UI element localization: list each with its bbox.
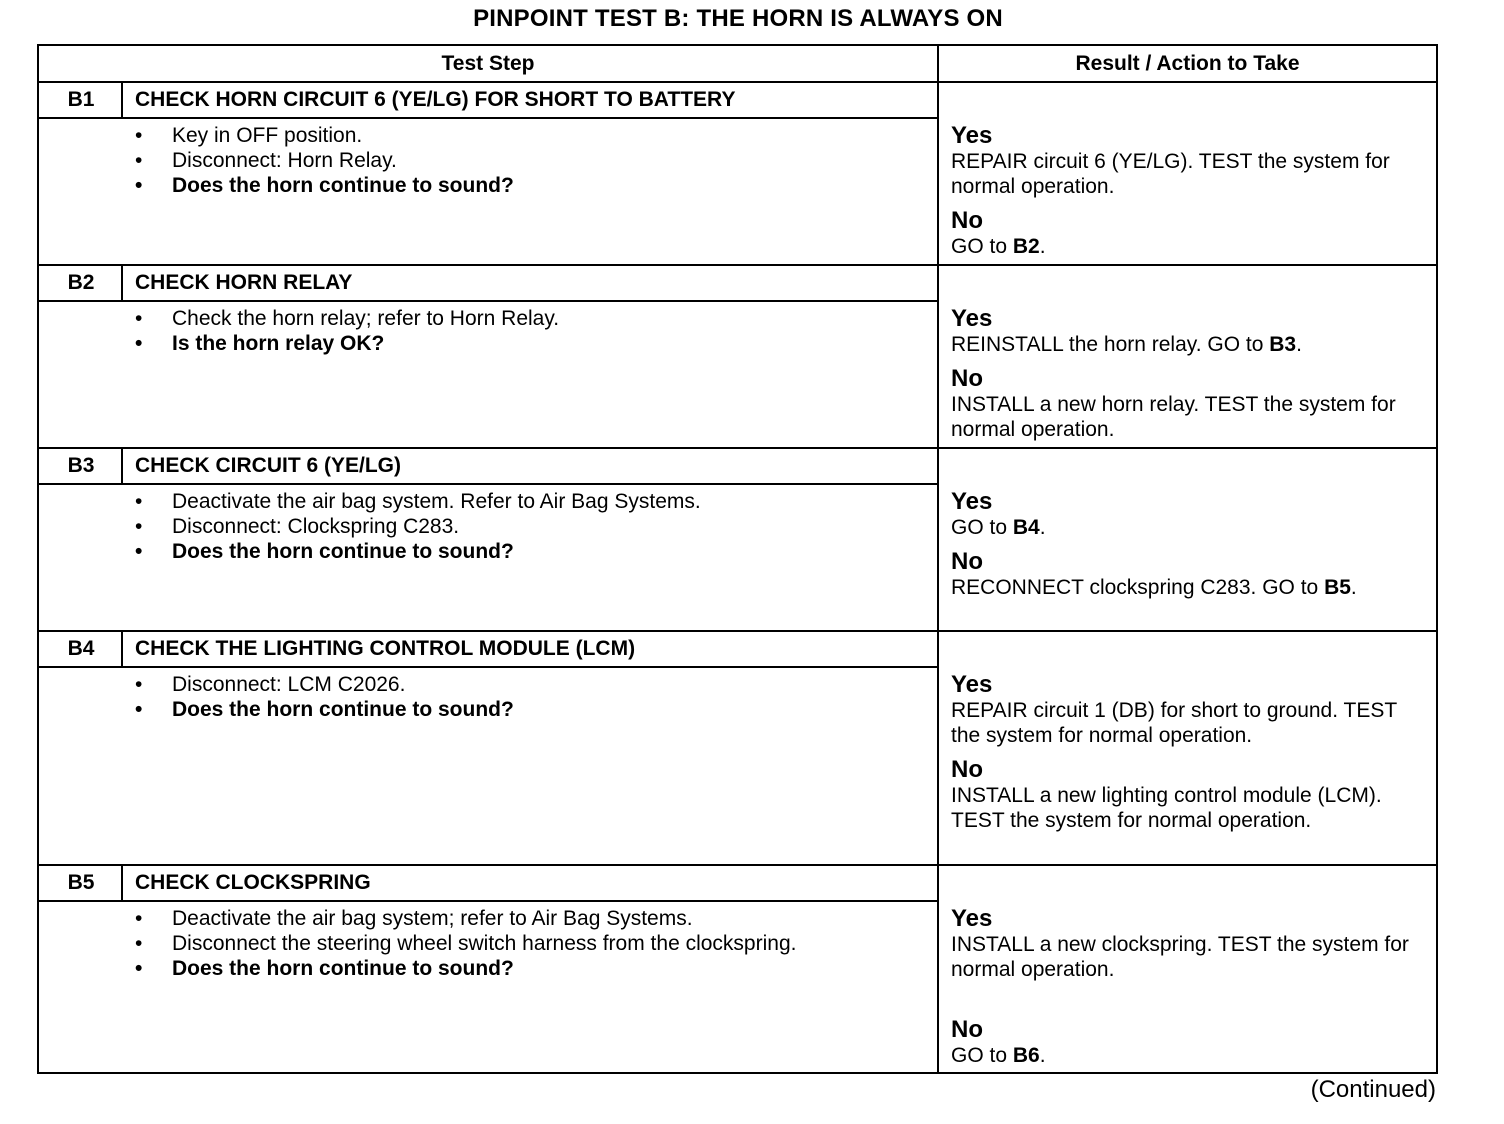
step-id: B2 (67, 271, 95, 294)
bullet-icon: • (135, 149, 143, 172)
step-title-divider (39, 117, 937, 119)
continued-label: (Continued) (1310, 1076, 1436, 1103)
step-instructions (135, 123, 915, 198)
yes-action (951, 149, 1431, 199)
no-action-text: GO to (951, 1044, 1013, 1067)
instruction-item (135, 306, 915, 331)
instruction-text: Does the horn continue to sound? (172, 174, 514, 197)
bullet-icon: • (135, 332, 143, 355)
no-action (951, 392, 1431, 442)
header-test-step: Test Step (441, 52, 535, 75)
instruction-item (135, 331, 915, 356)
no-label: No (951, 1016, 983, 1043)
step-id-divider (121, 866, 123, 901)
instruction-text: Key in OFF position. (172, 124, 363, 147)
yes-label: Yes (951, 122, 993, 149)
no-step-reference: B6 (1012, 1044, 1040, 1067)
step-instructions (135, 672, 915, 722)
no-label: No (951, 207, 983, 234)
step-title: CHECK CLOCKSPRING (135, 871, 371, 894)
step-title: CHECK THE LIGHTING CONTROL MODULE (LCM) (135, 637, 636, 660)
no-action: RECONNECT clockspring C283. GO to B5. (951, 576, 1357, 599)
no-step-reference: B5 (1324, 576, 1351, 599)
instruction-item (135, 514, 915, 539)
no-action (951, 783, 1431, 833)
bullet-icon: • (135, 490, 143, 513)
step-result (951, 906, 1431, 1068)
step-title: CHECK HORN CIRCUIT 6 (YE/LG) FOR SHORT TO BATTERY (135, 88, 736, 111)
instruction-item (135, 956, 915, 981)
step-result (951, 306, 1431, 442)
instruction-item (135, 672, 915, 697)
yes-step-reference: B3 (1269, 333, 1297, 356)
yes-action: GO to B4. (951, 516, 1046, 539)
step-id-divider (121, 266, 123, 301)
instruction-item (135, 489, 915, 514)
no-action-text: RECONNECT clockspring C283. GO to (951, 576, 1325, 599)
yes-action-text: REINSTALL the horn relay. GO to (951, 333, 1270, 356)
yes-action (951, 932, 1431, 982)
yes-label: Yes (951, 671, 993, 698)
instruction-item (135, 697, 915, 722)
yes-action-text: REPAIR circuit 6 (YE/LG). TEST the system for normal operation. (951, 150, 1390, 198)
bullet-icon: • (135, 540, 143, 563)
yes-action: REINSTALL the horn relay. GO to B3. (951, 333, 1302, 356)
no-step-reference: B2 (1012, 235, 1040, 258)
instruction-text: Deactivate the air bag system; refer to Air Bag Systems. (172, 907, 693, 930)
bullet-icon: • (135, 673, 143, 696)
instruction-text: Check the horn relay; refer to Horn Relay. (172, 307, 560, 330)
bullet-icon: • (135, 932, 143, 955)
instruction-text: Disconnect: LCM C2026. (172, 673, 406, 696)
instruction-item (135, 123, 915, 148)
instruction-item (135, 173, 915, 198)
page-title: PINPOINT TEST B: THE HORN IS ALWAYS ON (473, 5, 1003, 32)
step-id: B1 (67, 88, 95, 111)
yes-label: Yes (951, 305, 993, 332)
yes-action-text: GO to (951, 516, 1013, 539)
no-action-text: INSTALL a new horn relay. TEST the system for normal operation. (951, 393, 1396, 441)
step-id-divider (121, 83, 123, 118)
bullet-icon: • (135, 174, 143, 197)
instruction-text: Disconnect the steering wheel switch harness from the clockspring. (172, 932, 797, 955)
step-id: B5 (67, 871, 95, 894)
instruction-text: Does the horn continue to sound? (172, 698, 514, 721)
yes-label: Yes (951, 905, 993, 932)
yes-step-reference: B4 (1012, 516, 1040, 539)
step-title-divider (39, 900, 937, 902)
step-id: B3 (67, 454, 95, 477)
instruction-text: Does the horn continue to sound? (172, 540, 514, 563)
instruction-item (135, 148, 915, 173)
step-id: B4 (67, 637, 95, 660)
no-action-text: INSTALL a new lighting control module (LCM). TEST the system for normal operation. (951, 784, 1382, 832)
step-title-divider (39, 300, 937, 302)
instruction-item (135, 906, 915, 931)
bullet-icon: • (135, 515, 143, 538)
bullet-icon: • (135, 307, 143, 330)
step-id-divider (121, 449, 123, 484)
yes-action-text: INSTALL a new clockspring. TEST the system for normal operation. (951, 933, 1409, 981)
step-title: CHECK CIRCUIT 6 (YE/LG) (135, 454, 402, 477)
no-label: No (951, 756, 983, 783)
step-result (951, 489, 1431, 600)
instruction-text: Disconnect: Horn Relay. (172, 149, 397, 172)
yes-label: Yes (951, 488, 993, 515)
step-title-divider (39, 483, 937, 485)
no-action-text: GO to (951, 235, 1013, 258)
header-result: Result / Action to Take (1075, 52, 1300, 75)
bullet-icon: • (135, 698, 143, 721)
instruction-item (135, 539, 915, 564)
instruction-text: Disconnect: Clockspring C283. (172, 515, 460, 538)
step-title: CHECK HORN RELAY (135, 271, 353, 294)
step-instructions (135, 489, 915, 564)
step-result (951, 123, 1431, 259)
column-divider (937, 46, 939, 1072)
step-instructions (135, 306, 915, 356)
step-result (951, 672, 1431, 833)
bullet-icon: • (135, 907, 143, 930)
no-label: No (951, 548, 983, 575)
yes-action (951, 698, 1431, 748)
pinpoint-test-table (37, 44, 1438, 1074)
bullet-icon: • (135, 957, 143, 980)
no-action: GO to B2. (951, 235, 1046, 258)
step-instructions (135, 906, 915, 981)
instruction-text: Deactivate the air bag system. Refer to Air Bag Systems. (172, 490, 701, 513)
no-label: No (951, 365, 983, 392)
instruction-item (135, 931, 915, 956)
instruction-text: Does the horn continue to sound? (172, 957, 514, 980)
no-action: GO to B6. (951, 1044, 1046, 1067)
step-id-divider (121, 632, 123, 667)
yes-action-text: REPAIR circuit 1 (DB) for short to ground. TEST the system for normal operation. (951, 699, 1397, 747)
instruction-text: Is the horn relay OK? (172, 332, 385, 355)
bullet-icon: • (135, 124, 143, 147)
step-title-divider (39, 666, 937, 668)
